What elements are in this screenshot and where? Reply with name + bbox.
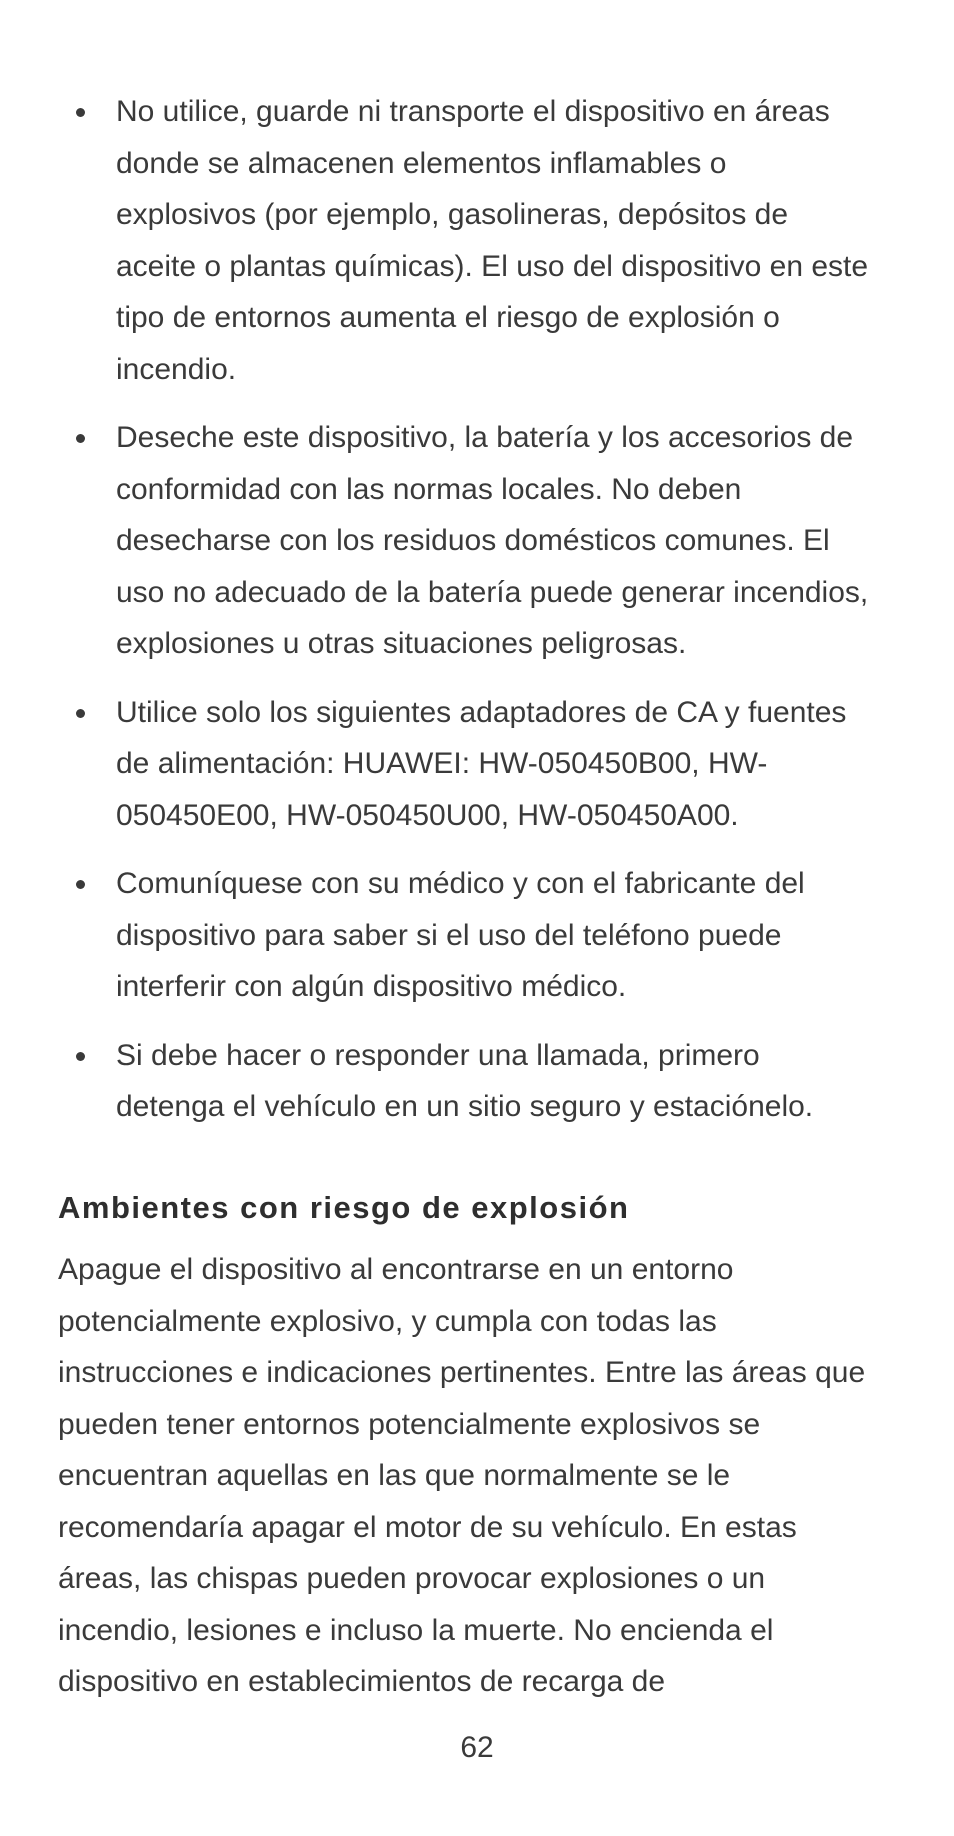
- bullet-dot-icon: [76, 434, 85, 443]
- safety-bullet-list: [70, 86, 870, 1150]
- bullet-dot-icon: [76, 709, 85, 718]
- bullet-text: Utilice solo los siguientes adaptadores de CA y fuentes de alimentación: HUAWEI: HW-050450B00, HW-050450E00, HW-050450U00, HW-050450A00.: [116, 695, 847, 832]
- bullet-item-driving-calls: [70, 1030, 870, 1133]
- bullet-dot-icon: [76, 108, 85, 117]
- bullet-item-adapters: [70, 687, 870, 842]
- bullet-dot-icon: [76, 1052, 85, 1061]
- bullet-text: No utilice, guarde ni transporte el dispositivo en áreas donde se almacenen elementos inflamables o explosivos (por ejemplo, gasolineras, depósitos de aceite o plantas químicas). El uso del dispositivo en este tipo de entornos aumenta el riesgo de explosión o incendio.: [116, 95, 869, 386]
- section-paragraph: Apague el dispositivo al encontrarse en un entorno potencialmente explosivo, y cumpla con todas las instrucciones e indicaciones pertinentes. Entre las áreas que pueden tener entornos potencialmente explosivos se encuentran aquellas en las que normalmente se le recomendaría apagar el motor de su vehículo. En estas áreas, las chispas pueden provocar explosiones o un incendio, lesiones e incluso la muerte. No encienda el dispositivo en establecimientos de recarga de: [58, 1253, 866, 1698]
- bullet-text: Si debe hacer o responder una llamada, primero detenga el vehículo en un sitio seguro y estaciónelo.: [116, 1038, 814, 1123]
- bullet-dot-icon: [76, 880, 85, 889]
- section-heading: Ambientes con riesgo de explosión: [58, 1190, 630, 1225]
- bullet-item-medical-devices: [70, 858, 870, 1013]
- page-number: 62: [460, 1731, 494, 1764]
- bullet-item-disposal: [70, 412, 870, 670]
- bullet-text: Deseche este dispositivo, la batería y los accesorios de conformidad con las normas locales. No deben desecharse con los residuos domésticos comunes. El uso no adecuado de la batería puede generar incendios, explosiones u otras situaciones peligrosas.: [116, 421, 869, 660]
- bullet-item-flammable-areas: [70, 86, 870, 395]
- bullet-text: Comuníquese con su médico y con el fabricante del dispositivo para saber si el uso del teléfono puede interferir con algún dispositivo médico.: [116, 867, 805, 1003]
